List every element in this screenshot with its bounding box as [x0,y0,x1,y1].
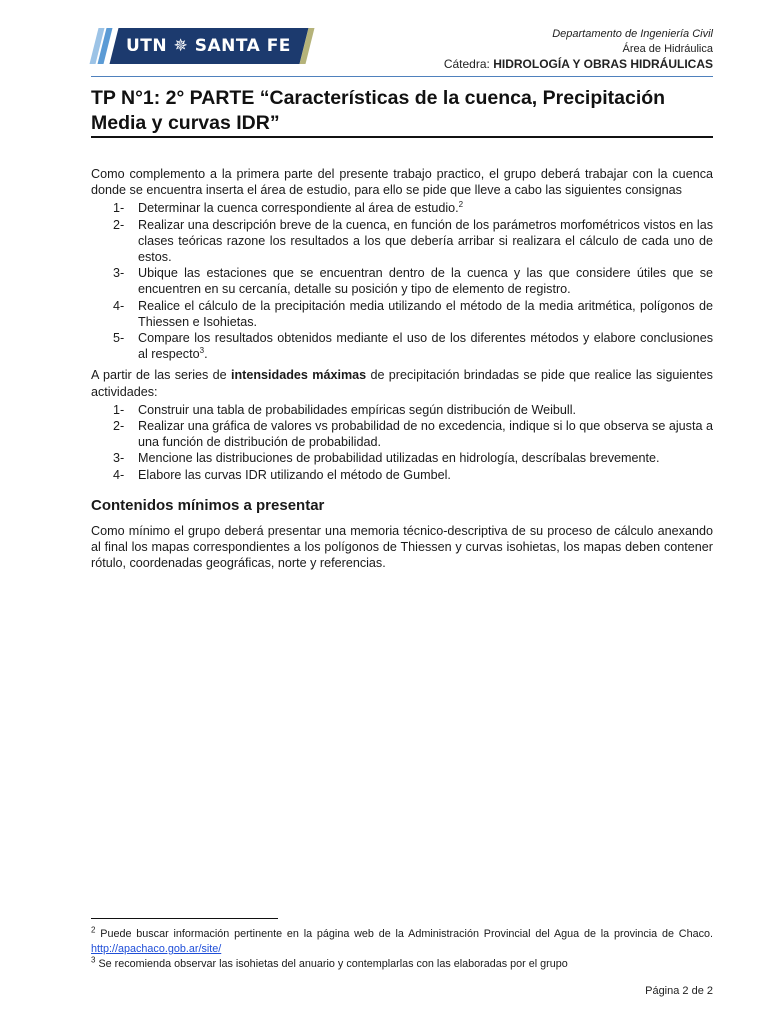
footnote-text: Puede buscar información pertinente en la página web de la Administración Provincial del Agua de la provincia de Chaco. [95,928,713,940]
list-item [91,330,713,362]
footnote-2 [91,927,713,957]
list-item-text: Determinar la cuenca correspondiente al área de estudio. [138,201,459,216]
list-item [91,450,713,466]
list-item-number: 2- [113,419,125,434]
catedra-name: HIDROLOGÍA Y OBRAS HIDRÁULICAS [493,57,713,71]
footnote-3 [91,957,713,972]
list-item-number: 4- [113,298,125,313]
area-label: Área de Hidráulica [622,43,713,55]
list-item-text: Ubique las estaciones que se encuentran dentro de la cuenca y las que considere útiles que se encuentren en su cercanía, detalle su posición y tipo de elemento de registro. [138,266,713,297]
footnote-mark: 3 [91,955,96,965]
footnote-ref: 2 [458,200,464,210]
footnote-mark: 2 [91,925,96,935]
consignas-list [91,200,713,362]
list-item [91,265,713,297]
list-item-number: 2- [113,217,125,232]
header-rule [91,76,713,77]
list-item-number: 3- [113,451,125,466]
activities-list [91,402,713,483]
list-item [91,298,713,330]
catedra-line [444,57,713,72]
footnote-separator [91,918,278,919]
list-item-text: Elabore las curvas IDR utilizando el método de Gumbel. [138,467,451,482]
activities-paragraph: A partir de las series de intensidades máximas de precipitación brindadas se pide que realice las siguientes actividades: [91,368,713,399]
list-item-end: . [204,347,208,362]
list-item [91,217,713,266]
utn-santa-fe-logo [92,28,310,64]
list-item [91,402,713,418]
list-item [91,418,713,450]
intro-paragraph: Como complemento a la primera parte del presente trabajo practico, el grupo deberá trabajar con la cuenca donde se encuentra inserta el área de estudio, para ello se pide que lleve a cabo las siguientes consignas [91,167,713,198]
document-title: TP N°1: 2° PARTE “Características de la cuenca, Precipitación Media y curvas IDR” [91,87,666,134]
list-item [91,200,713,216]
apachaco-link[interactable]: http://apachaco.gob.ar/site/ [91,943,222,955]
footnotes [91,927,713,972]
list-item-text: Realice el cálculo de la precipitación media utilizando el método de la media aritmética, polígonos de Thiessen e Isohietas. [138,298,713,329]
list-item-number: 5- [113,331,125,346]
title-rule [91,136,713,138]
bold-term: intensidades máximas [230,368,367,383]
department-label: Departamento de Ingeniería Civil [552,28,713,40]
list-item-text: Mencione las distribuciones de probabilidad utilizadas en hidrología, descríbalas brevemente. [138,451,660,466]
list-item-text: Realizar una gráfica de valores vs probabilidad de no excedencia, indique si lo que observa se ajusta a una función de distribución de probabilidad. [138,419,713,450]
list-item-text: Construir una tabla de probabilidades empíricas según distribución de Weibull. [138,402,577,417]
footnote-text: Se recomienda observar las isohietas del anuario y contemplarlas con las elaboradas por el grupo [95,958,568,970]
section-heading: Contenidos mínimos a presentar [91,496,325,514]
footnote-ref: 3 [199,346,205,356]
list-item-text: Realizar una descripción breve de la cuenca, en función de los parámetros morfométricos vistos en las clases teóricas razone los resultados a los que debería arribar si realizara el cálculo de cada uno de estos. [138,217,713,265]
section-paragraph: Como mínimo el grupo deberá presentar una memoria técnico-descriptiva de su proceso de cálculo anexando al final los mapas correspondientes a los polígonos de Thiessen y curvas isohietas, los mapas deben contener rótulo, coordenadas geográficas, norte y referencias. [91,524,713,571]
list-item [91,467,713,483]
list-item-text: Compare los resultados obtenidos mediante el uso de los diferentes métodos y elabore conclusiones al respecto [138,331,713,362]
list-item-number: 4- [113,467,125,482]
header-info [444,27,713,72]
logo-text: UTN ✵ SANTA FE [126,36,291,56]
list-item-number: 3- [113,266,125,281]
list-item-number: 1- [113,402,125,417]
catedra-label: Cátedra: [443,57,490,71]
list-item-number: 1- [113,201,125,216]
document-body [91,166,713,574]
page-number: Página 2 de 2 [645,985,713,997]
